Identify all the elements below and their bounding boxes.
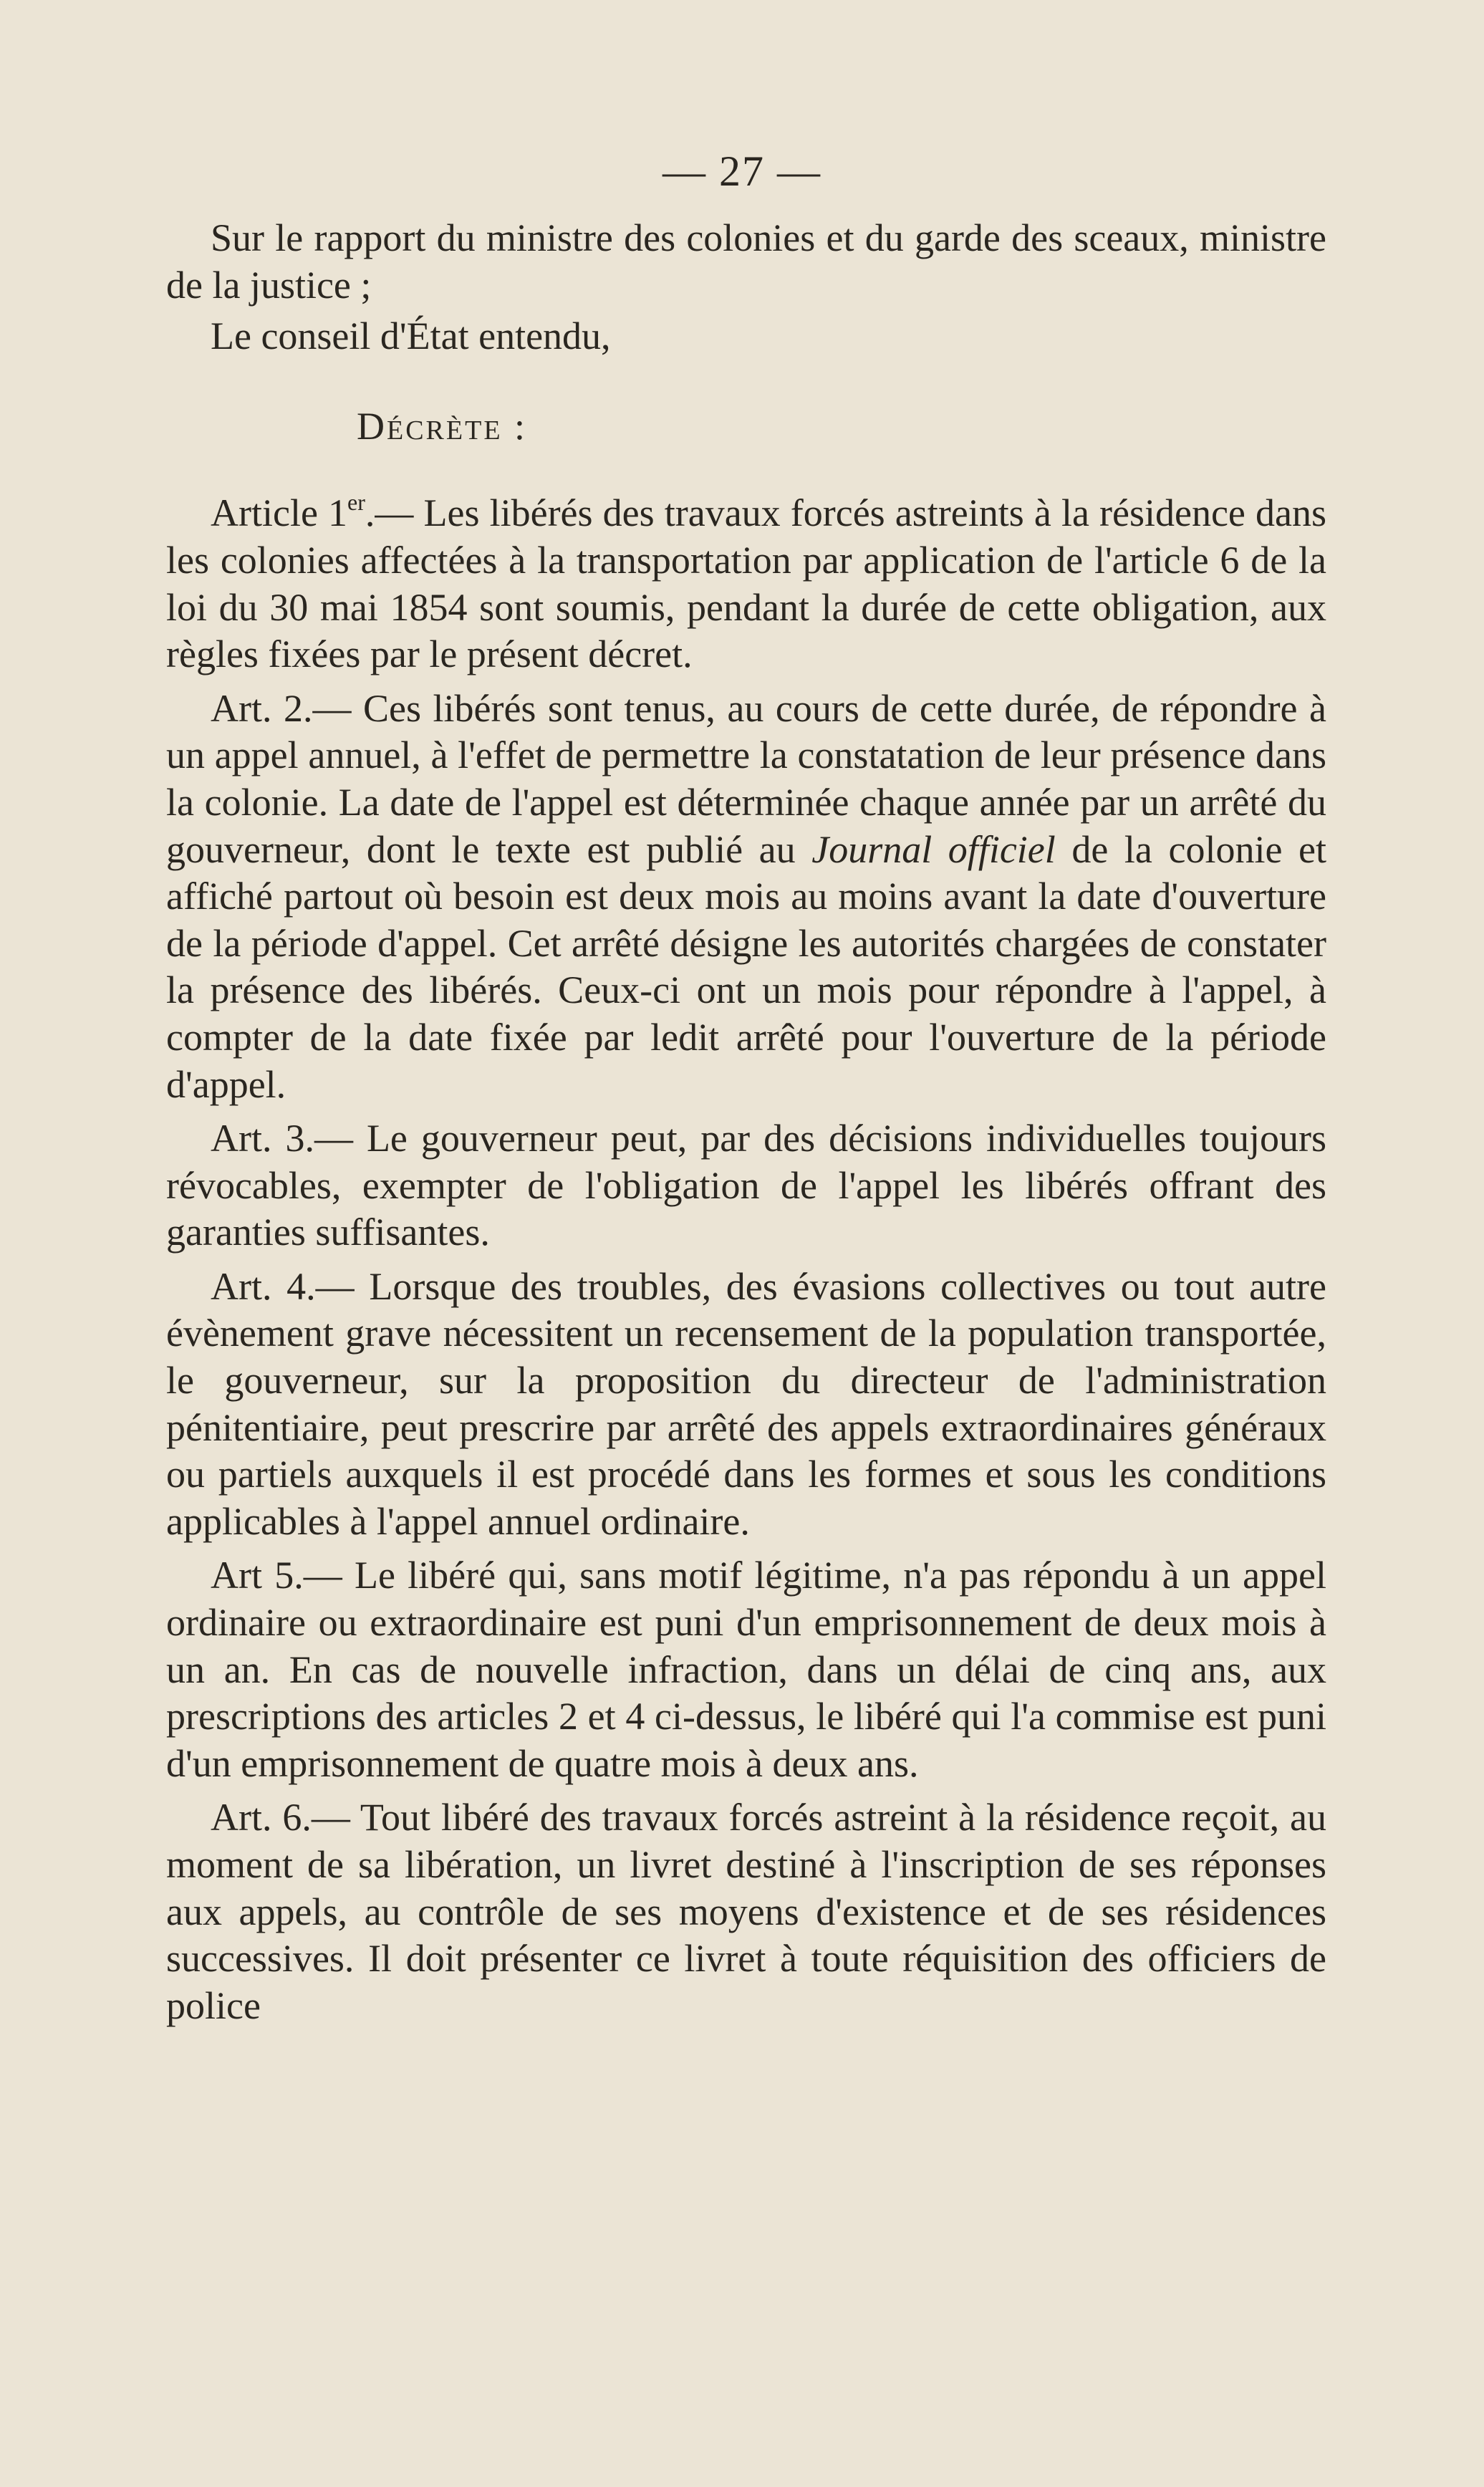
article-3-body: — Le gouverneur peut, par des décisions individuelles toujours révocables, exempter de l'obligation de l'appel les libérés offrant des garanties suffisantes.	[166, 1117, 1326, 1254]
article-5	[166, 1552, 1326, 1787]
article-4-label: Art. 4.	[211, 1264, 316, 1308]
article-2	[166, 686, 1326, 1108]
journal-officiel-italic: Journal officiel	[811, 827, 1056, 871]
article-5-label: Art 5.	[211, 1554, 304, 1597]
page-number: — 27 —	[662, 148, 822, 195]
article-2-body-a: — Ces libérés sont tenus, au cours de cette durée, de répondre à un appel annuel, à l'effet de permettre la constatation de leur présence dans la colonie. La date de l'appel est déterminée chaque année par un arrêté du gouverneur, dont le texte est publié au	[166, 686, 1326, 871]
decree-text	[166, 215, 1326, 2029]
article-6-body: — Tout libéré des travaux forcés astreint à la résidence reçoit, au moment de sa libération, un livret destiné à l'inscription de ses réponses aux appels, au contrôle de ses moyens d'existence et de ses résidences successives. Il doit présenter ce livret à toute réquisition des officiers de police	[166, 1796, 1326, 2027]
article-1	[166, 490, 1326, 678]
article-5-body: — Le libéré qui, sans motif légitime, n'a pas répondu à un appel ordinaire ou extraordinaire est puni d'un emprisonnement de deux mois à un an. En cas de nouvelle infraction, dans un délai de cinq ans, aux prescriptions des articles 2 et 4 ci-dessus, le libéré qui l'a commise est puni d'un emprisonnement de quatre mois à deux ans.	[166, 1554, 1327, 1785]
article-1-body: .— Les libérés des travaux forcés astreints à la résidence dans les colonies affectées à la transportation par application de l'article 6 de la loi du 30 mai 1854 sont soumis, pendant la durée de cette obligation, aux règles fixées par le présent décret.	[166, 491, 1326, 676]
article-1-label: Article 1	[211, 491, 348, 535]
paragraph-conseil: Le conseil d'État entendu,	[211, 314, 611, 358]
article-2-label: Art. 2.	[211, 686, 313, 730]
article-6-label: Art. 6.	[211, 1796, 312, 1839]
article-6	[166, 1794, 1326, 2029]
article-2-body-b: de la colonie et affiché partout où besoin est deux mois au moins avant la date d'ouverture de la période d'appel. Cet arrêté désigne les autorités chargées de constater la présence des libérés. Ceux-ci ont un mois pour répondre à l'appel, à compter de la date fixée par ledit arrêté pour l'ouverture de la période d'appel.	[166, 827, 1326, 1106]
article-3	[166, 1115, 1326, 1256]
decrete-heading: Décrète :	[357, 404, 528, 448]
article-1-superscript: er	[347, 489, 365, 516]
paragraph-rapport: Sur le rapport du ministre des colonies et du garde des sceaux, ministre de la justice ;	[166, 216, 1326, 307]
article-4	[166, 1264, 1326, 1546]
article-3-label: Art. 3.	[211, 1117, 314, 1160]
article-4-body: — Lorsque des troubles, des évasions collectives ou tout autre évènement grave nécessitent un recensement de la population transportée, le gouverneur, sur la proposition du directeur de l'administration pénitentiaire, peut prescrire par arrêté des appels extraordinaires généraux ou partiels auxquels il est procédé dans les formes et sous les conditions applicables à l'appel annuel ordinaire.	[166, 1264, 1326, 1543]
